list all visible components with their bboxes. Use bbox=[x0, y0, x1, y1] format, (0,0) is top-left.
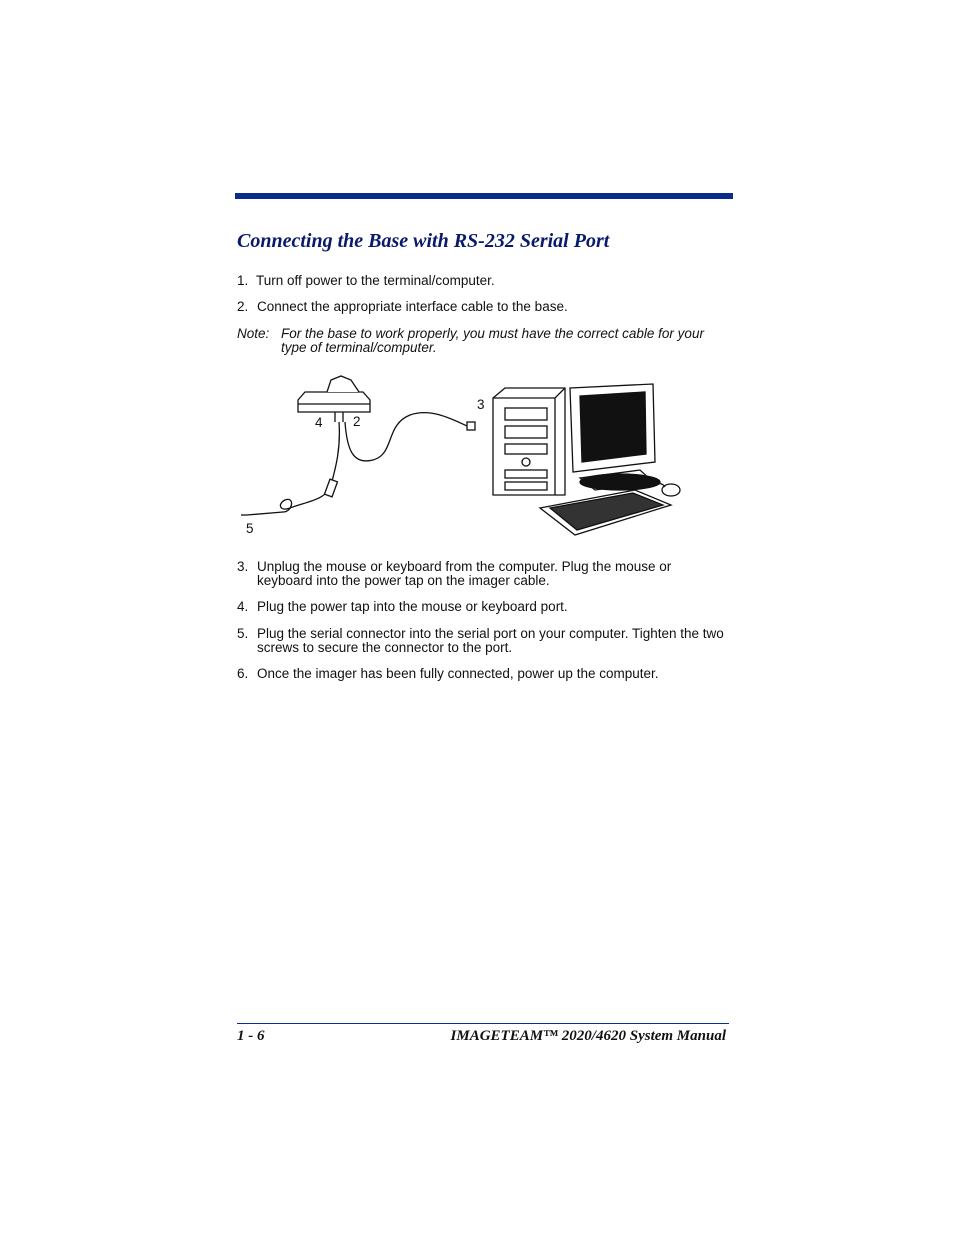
callout-4: 4 bbox=[315, 415, 323, 430]
step-text: Connect the appropriate interface cable to the base. bbox=[257, 299, 568, 314]
page-title: Connecting the Base with RS-232 Serial Port bbox=[237, 230, 610, 252]
note-text: For the base to work properly, you must have the correct cable for your type of terminal/computer. bbox=[281, 326, 704, 355]
step-number: 4. bbox=[237, 599, 249, 614]
step-text: Once the imager has been fully connected, power up the computer. bbox=[257, 666, 659, 681]
connection-diagram bbox=[235, 370, 695, 545]
footer-rule bbox=[237, 1023, 729, 1024]
callout-5: 5 bbox=[246, 521, 254, 536]
page-number: 1 - 6 bbox=[237, 1028, 265, 1044]
base-unit bbox=[298, 392, 370, 412]
step-text: Plug the serial connector into the serial port on your computer. Tighten the two screws to secure the connector to the port. bbox=[257, 626, 724, 655]
step-2 bbox=[237, 300, 727, 314]
step-text: Turn off power to the terminal/computer. bbox=[256, 273, 495, 288]
manual-title: IMAGETEAM™ 2020/4620 System Manual bbox=[450, 1028, 726, 1044]
step-5 bbox=[237, 627, 727, 655]
computer-tower bbox=[493, 388, 565, 495]
step-number: 3. bbox=[237, 559, 249, 574]
step-number: 6. bbox=[237, 666, 249, 681]
step-number: 5. bbox=[237, 626, 249, 641]
power-cable bbox=[247, 422, 339, 515]
interface-cable bbox=[345, 413, 467, 461]
step-number: 2. bbox=[237, 299, 249, 314]
step-number: 1. bbox=[237, 273, 249, 288]
step-1 bbox=[237, 274, 727, 288]
imager-in-base bbox=[327, 376, 359, 392]
callout-3: 3 bbox=[477, 397, 485, 412]
connection-illustration bbox=[235, 370, 695, 545]
note bbox=[237, 327, 729, 355]
step-4 bbox=[237, 600, 727, 614]
step-6 bbox=[237, 667, 727, 681]
step-text: Plug the power tap into the mouse or keyboard port. bbox=[257, 599, 568, 614]
callout-2: 2 bbox=[353, 414, 361, 429]
note-label: Note: bbox=[237, 326, 270, 341]
header-rule bbox=[235, 193, 733, 199]
step-text: Unplug the mouse or keyboard from the computer. Plug the mouse or keyboard into the power tap on the imager cable. bbox=[257, 559, 672, 588]
step-3 bbox=[237, 560, 727, 588]
